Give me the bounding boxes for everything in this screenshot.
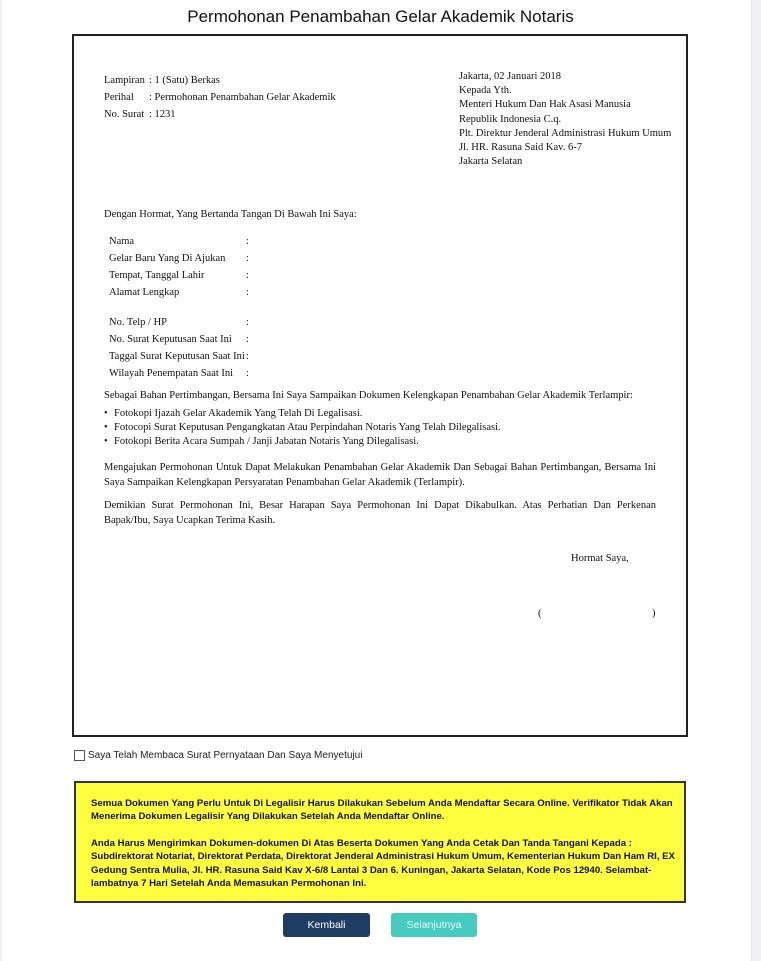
recipient-line: Jl. HR. Rasuna Said Kav. 6-7 (459, 142, 582, 154)
field-label: No. Surat Keputusan Saat Ini (109, 334, 232, 345)
attachment-text: Fotokopi Berita Acara Sumpah / Janji Jabatan Notaris Yang Dilegalisasi. (114, 436, 419, 447)
field-separator: : (246, 368, 249, 379)
attachments-intro: Sebagai Bahan Pertimbangan, Bersama Ini Saya Sampaikan Dokumen Kelengkapan Penambahan Gelar Akademik Terlampir: (104, 390, 633, 401)
window-left-edge (0, 0, 2, 961)
attachment-item (104, 421, 501, 435)
field-label: No. Telp / HP (109, 317, 167, 328)
signature-open-paren: ( (538, 608, 542, 619)
applicant-fields-group-2 (109, 314, 249, 382)
recipient-line: Republik Indonesia C.q. (459, 113, 562, 125)
field-separator: : (246, 351, 249, 362)
recipient-line: Kepada Yth. (459, 85, 512, 97)
notice-kirim-address: Subdirektorat Notariat, Direktorat Perdata, Direktorat Jenderal Administrasi Hukum Umum, Kementerian Hukum Dan Ham RI, EX Gedung Sentra Mulia, Jl. HR. Rasuna Said Kav X-6/8 Lantai 3 Dan 6. Kuningan, Jakarta Selatan, Kode Pos 12940. Selambat-lambatnya 7 Hari Setelah Anda Memasukan Permohonan Ini. (91, 851, 675, 889)
back-button[interactable]: Kembali (283, 913, 370, 937)
letter-greeting: Dengan Hormat, Yang Bertanda Tangan Di Bawah Ini Saya: (104, 209, 357, 220)
agreement-label[interactable]: Saya Telah Membaca Surat Pernyataan Dan Saya Menyetujui (88, 750, 363, 761)
vertical-scrollbar[interactable] (751, 0, 761, 961)
field-label: Alamat Lengkap (109, 287, 180, 298)
field-label: Taggal Surat Keputusan Saat Ini (109, 351, 245, 362)
field-row-tgl-sk (109, 348, 249, 365)
attachment-item (104, 435, 501, 449)
meta-label: Lampiran (104, 75, 145, 86)
meta-label: No. Surat (104, 109, 145, 120)
page-title: Permohonan Penambahan Gelar Akademik Notaris (187, 7, 574, 26)
field-row-nama (109, 233, 249, 250)
bullet-icon: • (104, 408, 108, 419)
letter-meta (104, 72, 336, 123)
bullet-icon: • (104, 436, 108, 447)
field-label: Tempat, Tanggal Lahir (109, 270, 205, 281)
field-row-gelar (109, 250, 249, 267)
field-separator: : (246, 317, 249, 328)
meta-row-perihal (104, 89, 336, 106)
meta-row-no-surat (104, 106, 336, 123)
agreement-checkbox[interactable] (74, 750, 85, 761)
field-label: Nama (109, 236, 135, 247)
recipient-line: Menteri Hukum Dan Hak Asasi Manusia (459, 99, 631, 111)
field-separator: : (246, 270, 249, 281)
recipient-line: Plt. Direktur Jenderal Administrasi Hukum Umum (459, 127, 672, 139)
applicant-fields-group-1 (109, 233, 249, 301)
letter-paragraph-closing: Demikian Surat Permohonan Ini, Besar Harapan Saya Permohonan Ini Dapat Dikabulkan. Atas Perhatian Dan Perkenan Bapak/Ibu, Saya Ucapkan Terima Kasih. (104, 500, 656, 526)
notice-kirim-intro: Anda Harus Mengirimkan Dokumen-dokumen Di Atas Beserta Dokumen Yang Anda Cetak Dan Tanda Tangani Kepada : (91, 838, 632, 849)
field-row-wilayah (109, 365, 249, 382)
next-button[interactable]: Selanjutnya (391, 913, 477, 937)
field-row-telp (109, 314, 249, 331)
meta-row-lampiran (104, 72, 336, 89)
field-row-alamat (109, 284, 249, 301)
notice-paragraph-kirim (91, 837, 676, 890)
attachment-item (104, 407, 501, 421)
notice-paragraph-legalisir: Semua Dokumen Yang Perlu Untuk Di Legalisir Harus Dilakukan Sebelum Anda Mendaftar Secara Online. Verifikator Tidak Akan Menerima Dokumen Legalisir Yang Dilakukan Setelah Anda Mendaftar Online. (91, 798, 673, 823)
field-separator: : (246, 253, 249, 264)
field-separator: : (246, 236, 249, 247)
field-separator: : (246, 334, 249, 345)
bullet-icon: • (104, 422, 108, 433)
letter-paragraph-request: Mengajukan Permohonan Untuk Dapat Melakukan Penambahan Gelar Akademik Dan Sebagai Bahan Pertimbangan, Bersama Ini Saya Sampaikan Kelengkapan Persyaratan Penambahan Gelar Akademik (Terlampir). (104, 462, 656, 488)
attachment-text: Fotocopi Surat Keputusan Pengangkatan Atau Perpindahan Notaris Yang Telah Dilegalisasi. (114, 422, 501, 433)
attachment-text: Fotokopi Ijazah Gelar Akademik Yang Telah Di Legalisasi. (114, 408, 363, 419)
meta-label: Perihal (104, 92, 134, 103)
letter-document (72, 34, 688, 737)
letter-date: Jakarta, 02 Januari 2018 (459, 71, 562, 82)
meta-value: : Permohonan Penambahan Gelar Akademik (149, 92, 336, 103)
field-row-ttl (109, 267, 249, 284)
field-label: Gelar Baru Yang Di Ajukan (109, 253, 226, 264)
signature-close-paren: ) (652, 608, 656, 619)
recipient-line: Jakarta Selatan (459, 156, 523, 168)
letter-recipient (459, 70, 671, 169)
field-row-no-sk (109, 331, 249, 348)
notice-box (74, 781, 686, 903)
meta-value: : 1 (Satu) Berkas (149, 75, 220, 86)
attachments-list (104, 407, 501, 449)
agreement-checkbox-row[interactable] (74, 750, 362, 761)
field-separator: : (246, 287, 249, 298)
field-label: Wilayah Penempatan Saat Ini (109, 368, 234, 379)
meta-value: : 1231 (149, 109, 176, 120)
letter-closing: Hormat Saya, (571, 553, 629, 564)
